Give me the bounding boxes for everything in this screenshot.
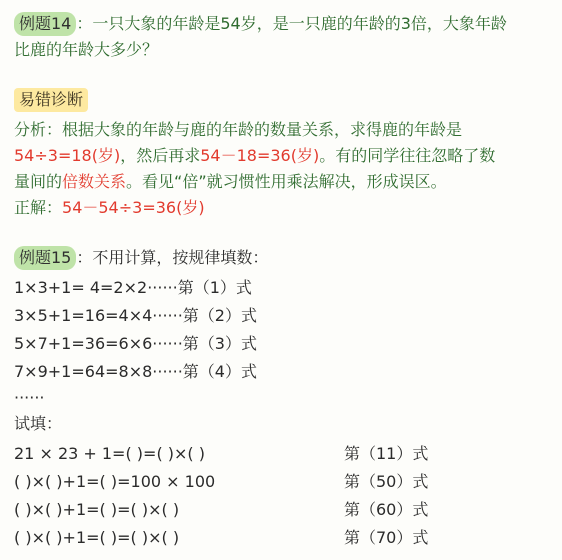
analysis-line-3 (14, 170, 447, 194)
example-15-badge: 例题15 (14, 246, 76, 270)
fill-row-2-expr: ( )×( )+1=( )=100 × 100 (14, 472, 216, 491)
error-diagnosis-heading (14, 88, 88, 112)
analysis-label: 分析： (14, 120, 63, 139)
pattern-row-4: 7×9+1=64=8×8······第（4）式 (14, 362, 257, 381)
fill-row-3-expr: ( )×( )+1=( )=( )×( ) (14, 500, 180, 519)
fill-row-1-expr: 21 × 23 + 1=( )=( )×( ) (14, 444, 205, 463)
example-15-line (14, 246, 268, 270)
analysis-mid: ，然后再求 (120, 146, 201, 165)
pattern-ellipsis: ······ (14, 388, 45, 407)
analysis-line-2 (14, 144, 495, 168)
analysis-l3-b: 。看见“倍”就习惯性用乘法解决，形成误区。 (126, 172, 447, 191)
analysis-red-2: 54－18=36(岁) (200, 146, 320, 165)
example-14-badge: 例题14 (14, 12, 76, 36)
error-diagnosis-badge: 易错诊断 (14, 88, 88, 112)
fill-row-2-label: 第（50）式 (344, 472, 429, 491)
pattern-row-3: 5×7+1=36=6×6······第（3）式 (14, 334, 257, 353)
fill-row-3-label: 第（60）式 (344, 500, 429, 519)
analysis-text-1: 根据大象的年龄与鹿的年龄的数量关系，求得鹿的年龄是 (62, 120, 463, 139)
analysis-l3-a: 量间的 (14, 172, 63, 191)
example-14-line-1 (14, 12, 507, 36)
analysis-line-1 (14, 118, 462, 142)
example-14-question-2: 比鹿的年龄大多少？ (14, 40, 159, 59)
pattern-row-1: 1×3+1= 4=2×2······第（1）式 (14, 278, 252, 297)
fill-row-4-expr: ( )×( )+1=( )=( )×( ) (14, 528, 180, 547)
correct-answer-line (14, 196, 205, 220)
example-15-intro: ：不用计算，按规律填数： (76, 248, 269, 267)
analysis-end: 。有的同学往往忽略了数 (319, 146, 496, 165)
fill-row-4-label: 第（70）式 (344, 528, 429, 547)
correct-value: 54－54÷3=36(岁) (62, 198, 205, 217)
correct-label: 正解： (14, 198, 63, 217)
pattern-row-2: 3×5+1=16=4×4······第（2）式 (14, 306, 257, 325)
example-14-question-1: ：一只大象的年龄是54岁，是一只鹿的年龄的3倍，大象年龄 (76, 14, 507, 33)
try-fill-label: 试填： (14, 414, 63, 433)
fill-row-1-label: 第（11）式 (344, 444, 429, 463)
analysis-l3-red: 倍数关系 (62, 172, 127, 191)
analysis-red-1: 54÷3=18(岁) (14, 146, 121, 165)
